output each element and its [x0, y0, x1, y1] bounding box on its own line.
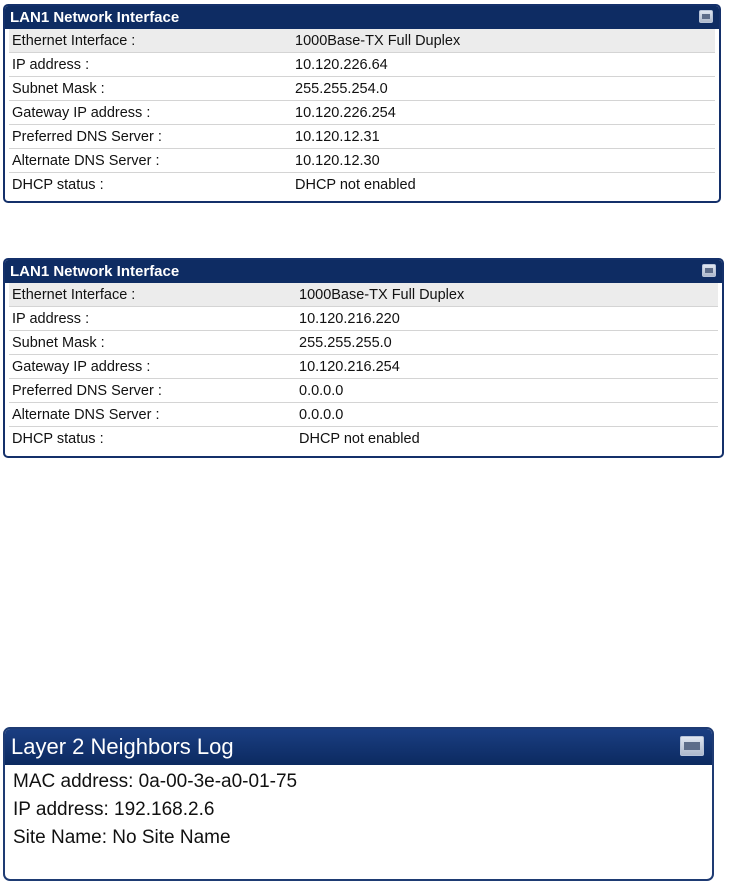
- table-row-alternate-dns: [9, 149, 715, 173]
- row-value: 0.0.0.0: [299, 407, 344, 423]
- row-label: Preferred DNS Server :: [12, 383, 162, 399]
- row-label: Subnet Mask :: [12, 335, 105, 351]
- lan1-network-interface-panel-1: [3, 4, 721, 203]
- minimize-icon: [705, 268, 713, 273]
- interface-table: [5, 283, 722, 451]
- row-label: Preferred DNS Server :: [12, 129, 162, 145]
- panel-header: [5, 729, 712, 765]
- layer2-neighbors-log-panel: [3, 727, 714, 881]
- log-line-site-name: Site Name: No Site Name: [13, 827, 231, 848]
- row-value: 10.120.216.220: [299, 311, 400, 327]
- panel-header: [5, 260, 722, 283]
- panel-header: [5, 6, 719, 29]
- minimize-icon: [702, 14, 710, 19]
- row-value: 10.120.216.254: [299, 359, 400, 375]
- panel-title: LAN1 Network Interface: [10, 263, 180, 280]
- row-label: Gateway IP address :: [12, 105, 151, 121]
- panel-title: Layer 2 Neighbors Log: [11, 734, 234, 759]
- row-value: 1000Base-TX Full Duplex: [295, 33, 461, 49]
- interface-table: [5, 29, 719, 197]
- log-line-ip-address: IP address: 192.168.2.6: [13, 799, 215, 820]
- row-label: Alternate DNS Server :: [12, 407, 160, 423]
- row-value: DHCP not enabled: [295, 177, 416, 193]
- row-label: IP address :: [12, 57, 90, 73]
- row-value: 255.255.254.0: [295, 81, 388, 97]
- row-value: DHCP not enabled: [299, 431, 420, 447]
- collapse-button[interactable]: [699, 10, 713, 23]
- row-label: Subnet Mask :: [12, 81, 105, 97]
- row-value: 10.120.226.254: [295, 105, 396, 121]
- collapse-button[interactable]: [680, 736, 704, 756]
- table-row-dhcp-status: [9, 173, 715, 197]
- log-line-mac-address: MAC address: 0a-00-3e-a0-01-75: [13, 771, 298, 792]
- row-label: DHCP status :: [12, 431, 104, 447]
- row-label: Ethernet Interface :: [12, 287, 136, 303]
- row-value: 255.255.255.0: [299, 335, 392, 351]
- table-row-dhcp-status: [9, 427, 718, 451]
- row-value: 0.0.0.0: [299, 383, 344, 399]
- table-row-subnet-mask: [9, 331, 718, 355]
- panel-title: LAN1 Network Interface: [10, 9, 180, 26]
- row-value: 10.120.12.31: [295, 129, 380, 145]
- table-row-ip-address: [9, 53, 715, 77]
- row-label: DHCP status :: [12, 177, 104, 193]
- table-row-gateway-ip: [9, 355, 718, 379]
- table-row-ethernet-interface: [9, 283, 718, 307]
- collapse-button[interactable]: [702, 264, 716, 277]
- row-label: Ethernet Interface :: [12, 33, 136, 49]
- table-row-ethernet-interface: [9, 29, 715, 53]
- lan1-network-interface-panel-2: [3, 258, 724, 458]
- table-row-ip-address: [9, 307, 718, 331]
- table-row-subnet-mask: [9, 77, 715, 101]
- minimize-icon: [684, 742, 700, 750]
- row-value: 10.120.226.64: [295, 57, 388, 73]
- row-value: 10.120.12.30: [295, 153, 380, 169]
- table-row-preferred-dns: [9, 125, 715, 149]
- table-row-gateway-ip: [9, 101, 715, 125]
- row-label: Gateway IP address :: [12, 359, 151, 375]
- row-label: IP address :: [12, 311, 90, 327]
- row-label: Alternate DNS Server :: [12, 153, 160, 169]
- table-row-alternate-dns: [9, 403, 718, 427]
- row-value: 1000Base-TX Full Duplex: [299, 287, 465, 303]
- table-row-preferred-dns: [9, 379, 718, 403]
- neighbors-log-content: [5, 765, 712, 855]
